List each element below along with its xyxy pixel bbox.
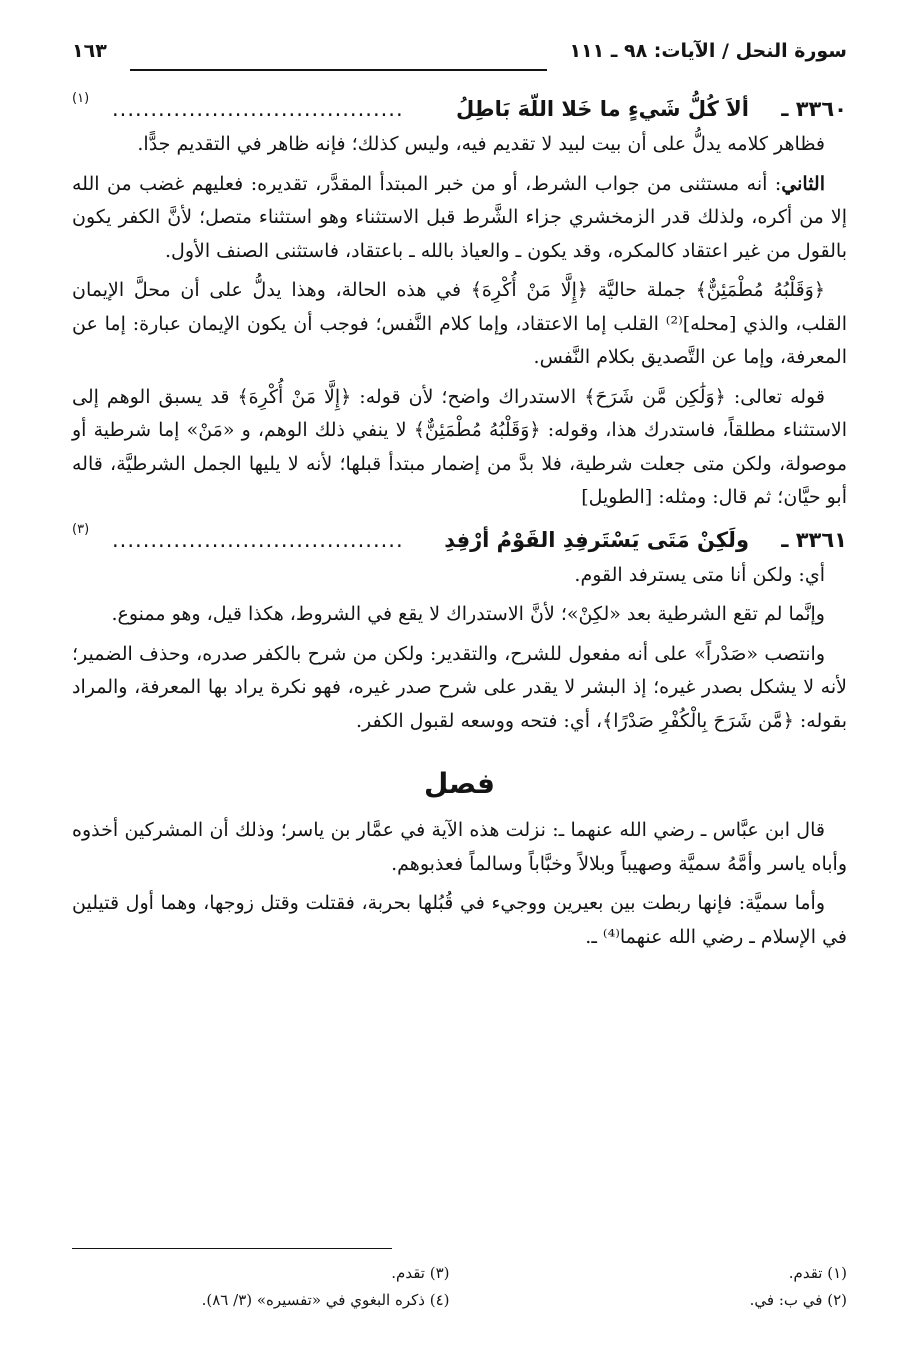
paragraph bbox=[72, 638, 847, 739]
paragraph-text: وانتصب «صَدْراً» على أنه مفعول للشرح، والتقدير: ولكن من شرح بالكفر صدره، وحذف الضمير؛ لأنه لا يشكل بصدر غيره؛ إذ البشر لا يقدر على شرح صدر غيره، فهو نكرة يراد بها المعرفة، والمراد بقوله: ﴿مَّن شَرَحَ بِالْكُفْرِ صَدْرًا﴾، أي: فتحه ووسعه لقبول الكفر. bbox=[72, 642, 847, 732]
book-page bbox=[72, 28, 847, 1349]
footnote-ref: (٣) bbox=[72, 521, 90, 537]
paragraph-text: وأما سميَّة: فإنها ربطت بين بعيرين ووجيء في قُبُلها بحربة، فقتلت وقتل زوجها، وهما أول قتيلين في الإسلام ـ رضي الله عنهما⁽⁴⁾ ـ. bbox=[72, 892, 847, 948]
section-heading: فصل bbox=[424, 767, 495, 800]
poetry-verse bbox=[72, 521, 847, 559]
paragraph bbox=[72, 381, 847, 515]
paragraph-text: قال ابن عبَّاس ـ رضي الله عنهما ـ: نزلت هذه الآية في عمَّار بن ياسر؛ وذلك أن المشركين أخذوه وأباه ياسر وأمَّهُ سميَّة وصهيباً وبلالاً وخبَّاباً وسالماً فعذبوهم. bbox=[72, 819, 847, 875]
paragraph bbox=[72, 814, 847, 881]
paragraph bbox=[72, 274, 847, 375]
header-title: سورة النحل / الآيات: ٩٨ ـ ١١١ bbox=[569, 40, 847, 62]
running-header bbox=[72, 40, 847, 66]
paragraph bbox=[72, 598, 847, 632]
paragraph-text: أي: ولكن أنا متى يسترفد القوم. bbox=[574, 563, 825, 586]
paragraph bbox=[72, 168, 847, 269]
page-body bbox=[72, 90, 847, 960]
verse-dots: ...................................... bbox=[112, 527, 404, 552]
verse-number: ٣٣٦١ ـ bbox=[781, 527, 847, 552]
header-rule bbox=[130, 69, 547, 71]
footnote: (٤) ذكره البغوي في «تفسيره» (٣/ ٨٦). bbox=[201, 1291, 450, 1309]
footnote-ref: (١) bbox=[72, 91, 90, 106]
verse-dots: ...................................... bbox=[112, 97, 404, 121]
verse-number: ٣٣٦٠ ـ bbox=[781, 97, 847, 121]
paragraph-text: فظاهر كلامه يدلُّ على أن بيت لبيد لا تقديم فيه، وليس كذلك؛ فإنه ظاهر في التقديم جدًّا. bbox=[137, 133, 825, 155]
paragraph bbox=[72, 559, 847, 593]
paragraph-text: ﴿وَقَلْبُهُ مُطْمَئِنٌّ﴾ جملة حاليَّة ﴿إِلَّا مَنْ أُكْرِهَ﴾ في هذه الحالة، وهذا يدلُّ على أن محلَّ الإيمان القلب، والذي [محله]⁽²⁾ القلب إما الاعتقاد، وإما كلام النَّفس؛ فوجب أن يكون الإيمان عبارة: إما عن المعرفة، وإما عن التَّصديق بكلام النَّفس. bbox=[72, 279, 847, 368]
footnote: (٣) تقدم. bbox=[391, 1264, 450, 1282]
paragraph-lead: الثاني bbox=[781, 172, 825, 195]
footnote-separator bbox=[72, 1248, 392, 1249]
verse-text: ألاَ كُلُّ شَيءٍ ما خَلا اللّهَ بَاطِلُ bbox=[456, 97, 749, 121]
footnote: (٢) في ب: في. bbox=[749, 1291, 847, 1309]
paragraph-text: قوله تعالى: ﴿وَلَٰكِن مَّن شَرَحَ﴾ الاستدراك واضح؛ لأن قوله: ﴿إِلَّا مَنْ أُكْرِهَ﴾ قد يسبق الوهم إلى الاستثناء مطلقاً، فاستدرك هذا، وقوله: ﴿وَقَلْبُهُ مُطْمَئِنٌّ﴾ لا ينفي ذلك الوهم، و «مَنْ» إما شرطية أو موصولة، ولكن متى جعلت شرطية، فلا بدَّ من إضمار مبتدأ قبلها؛ لأنه لا يليها الجمل الشرطيَّة، قاله أبو حيَّان؛ ثم قال: ومثله: [الطويل] bbox=[72, 385, 847, 508]
paragraph-text: : أنه مستثنى من جواب الشرط، أو من خبر المبتدأ المقدَّر، تقديره: فعليهم غضب من الله إلا من أكره، ولذلك قدر الزمخشري جزاء الشَّرط قبل الاستثناء وهو استثناء متصل؛ لأنَّ الكفر يكون بالقول من غير اعتقاد كالمكره، وقد يكون ـ والعياذ بالله ـ باعتقاد، فاستثنى الصنف الأول. bbox=[72, 172, 847, 262]
page-number: ١٦٣ bbox=[72, 40, 107, 62]
footnote: (١) تقدم. bbox=[788, 1264, 847, 1282]
footnotes bbox=[72, 1260, 847, 1314]
paragraph bbox=[72, 128, 847, 162]
poetry-verse bbox=[72, 90, 847, 128]
paragraph bbox=[72, 887, 847, 954]
paragraph-text: وإنَّما لم تقع الشرطية بعد «لكِنْ»؛ لأنَّ الاستدراك لا يقع في الشروط، هكذا قيل، وهو ممنوع. bbox=[111, 603, 825, 625]
verse-text: ولَكِنْ مَتَى يَسْتَرفِدِ القَوْمُ أرْفِدِ bbox=[444, 527, 749, 552]
